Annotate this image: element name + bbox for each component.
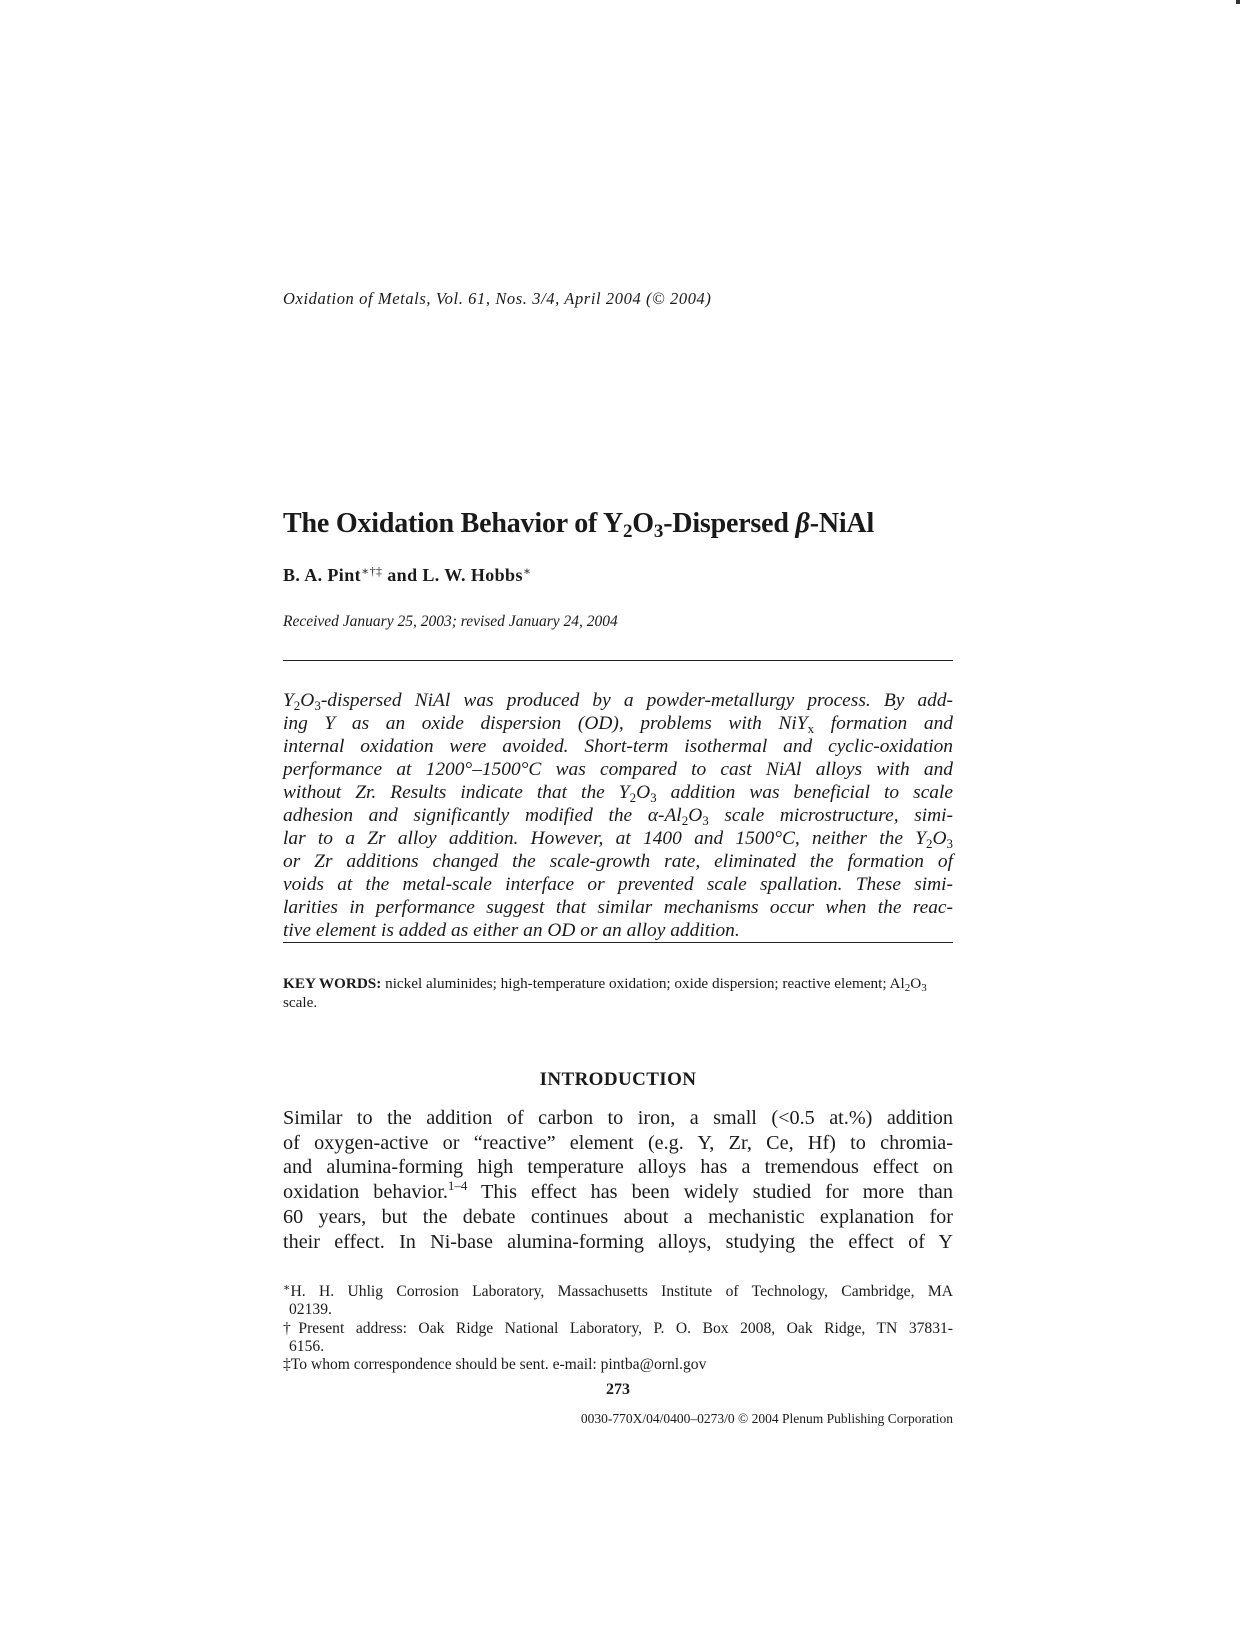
footnotes — [283, 1283, 953, 1374]
article-title: The Oxidation Behavior of $Y_2O_3$-Dispersed β-NiAl — [283, 508, 875, 542]
author-line: B. A. Pint∗†‡ and L. W. Hobbs∗ — [283, 564, 532, 585]
abstract-bottom-rule — [283, 942, 953, 943]
section-heading-introduction: INTRODUCTION — [539, 1069, 697, 1090]
reference-citation: 1–4 — [447, 1178, 468, 1194]
introduction-paragraph: Similar to the addition of carbon to iron, a small (<0.5 at.%) addition of oxygen-active or “reactive” element (e.g. Y, Zr, Ce, Hf) to chromia- and alumina-forming high temperature alloys has a tremendous effect on oxidation behavior.$^{1-4}$ This effect has been widely studied for more than 60 years, but the debate continues about a mechanistic explanation for their effect. In Ni-base alumina-forming alloys, studying the effect of Y — [283, 1107, 953, 1253]
corner-mark — [1236, 0, 1240, 4]
abstract-top-rule — [283, 660, 953, 661]
copyright-line: 0030-770X/04/0400–0273/0 © 2004 Plenum Publishing Corporation — [580, 1411, 953, 1426]
journal-citation: Oxidation of Metals, Vol. 61, Nos. 3/4, April 2004 (© 2004) — [283, 289, 712, 308]
abstract: $Y_2O_3$-dispersed NiAl was produced by a powder-metallurgy process. By add- ing Y as an oxide dispersion (OD), problems with NiY$_x$ formation and internal oxidation were avoided. Short-term isothermal and cyclic-oxidation performance at 1200°–1500°C was compared to cast NiAl alloys with and without Zr. Results indicate that the $Y_2O_3$ addition was beneficial to scale adhesion and significantly modified the $\alpha-Al_2O_3$ scale microstructure, simi- lar to a Zr alloy addition. However, at 1400 and 1500°C, neither the $Y_2O_3$ or Zr additions changed the scale-growth rate, eliminated the formation of voids at the metal-scale interface or prevented scale spallation. These simi- larities in performance suggest that similar mechanisms occur when the reac- tive element is added as either an OD or an alloy addition. — [283, 690, 953, 941]
received-dates: Received January 25, 2003; revised January 24, 2004 — [283, 613, 618, 630]
author-hobbs: L. W. Hobbs — [422, 565, 523, 585]
footnote-affiliation: ∗H. H. Uhlig Corrosion Laboratory, Massachusetts Institute of Technology, Cambridge, MA 02139. — [283, 1282, 953, 1319]
page-number: 273 — [606, 1381, 630, 1398]
key-words-label: KEY WORDS: — [283, 975, 382, 992]
footnote-present-address: †Present address: Oak Ridge National Laboratory, P. O. Box 2008, Oak Ridge, TN 37831- 6156. — [283, 1319, 953, 1355]
key-words: KEY WORDS: nickel aluminides; high-temperature oxidation; oxide dispersion; reactive element; $Al_2O_3$ scale. — [283, 975, 927, 1011]
footnote-correspondence: ‡To whom correspondence should be sent. e-mail: pintba@ornl.gov — [283, 1356, 707, 1374]
author-pint: B. A. Pint — [283, 565, 362, 585]
